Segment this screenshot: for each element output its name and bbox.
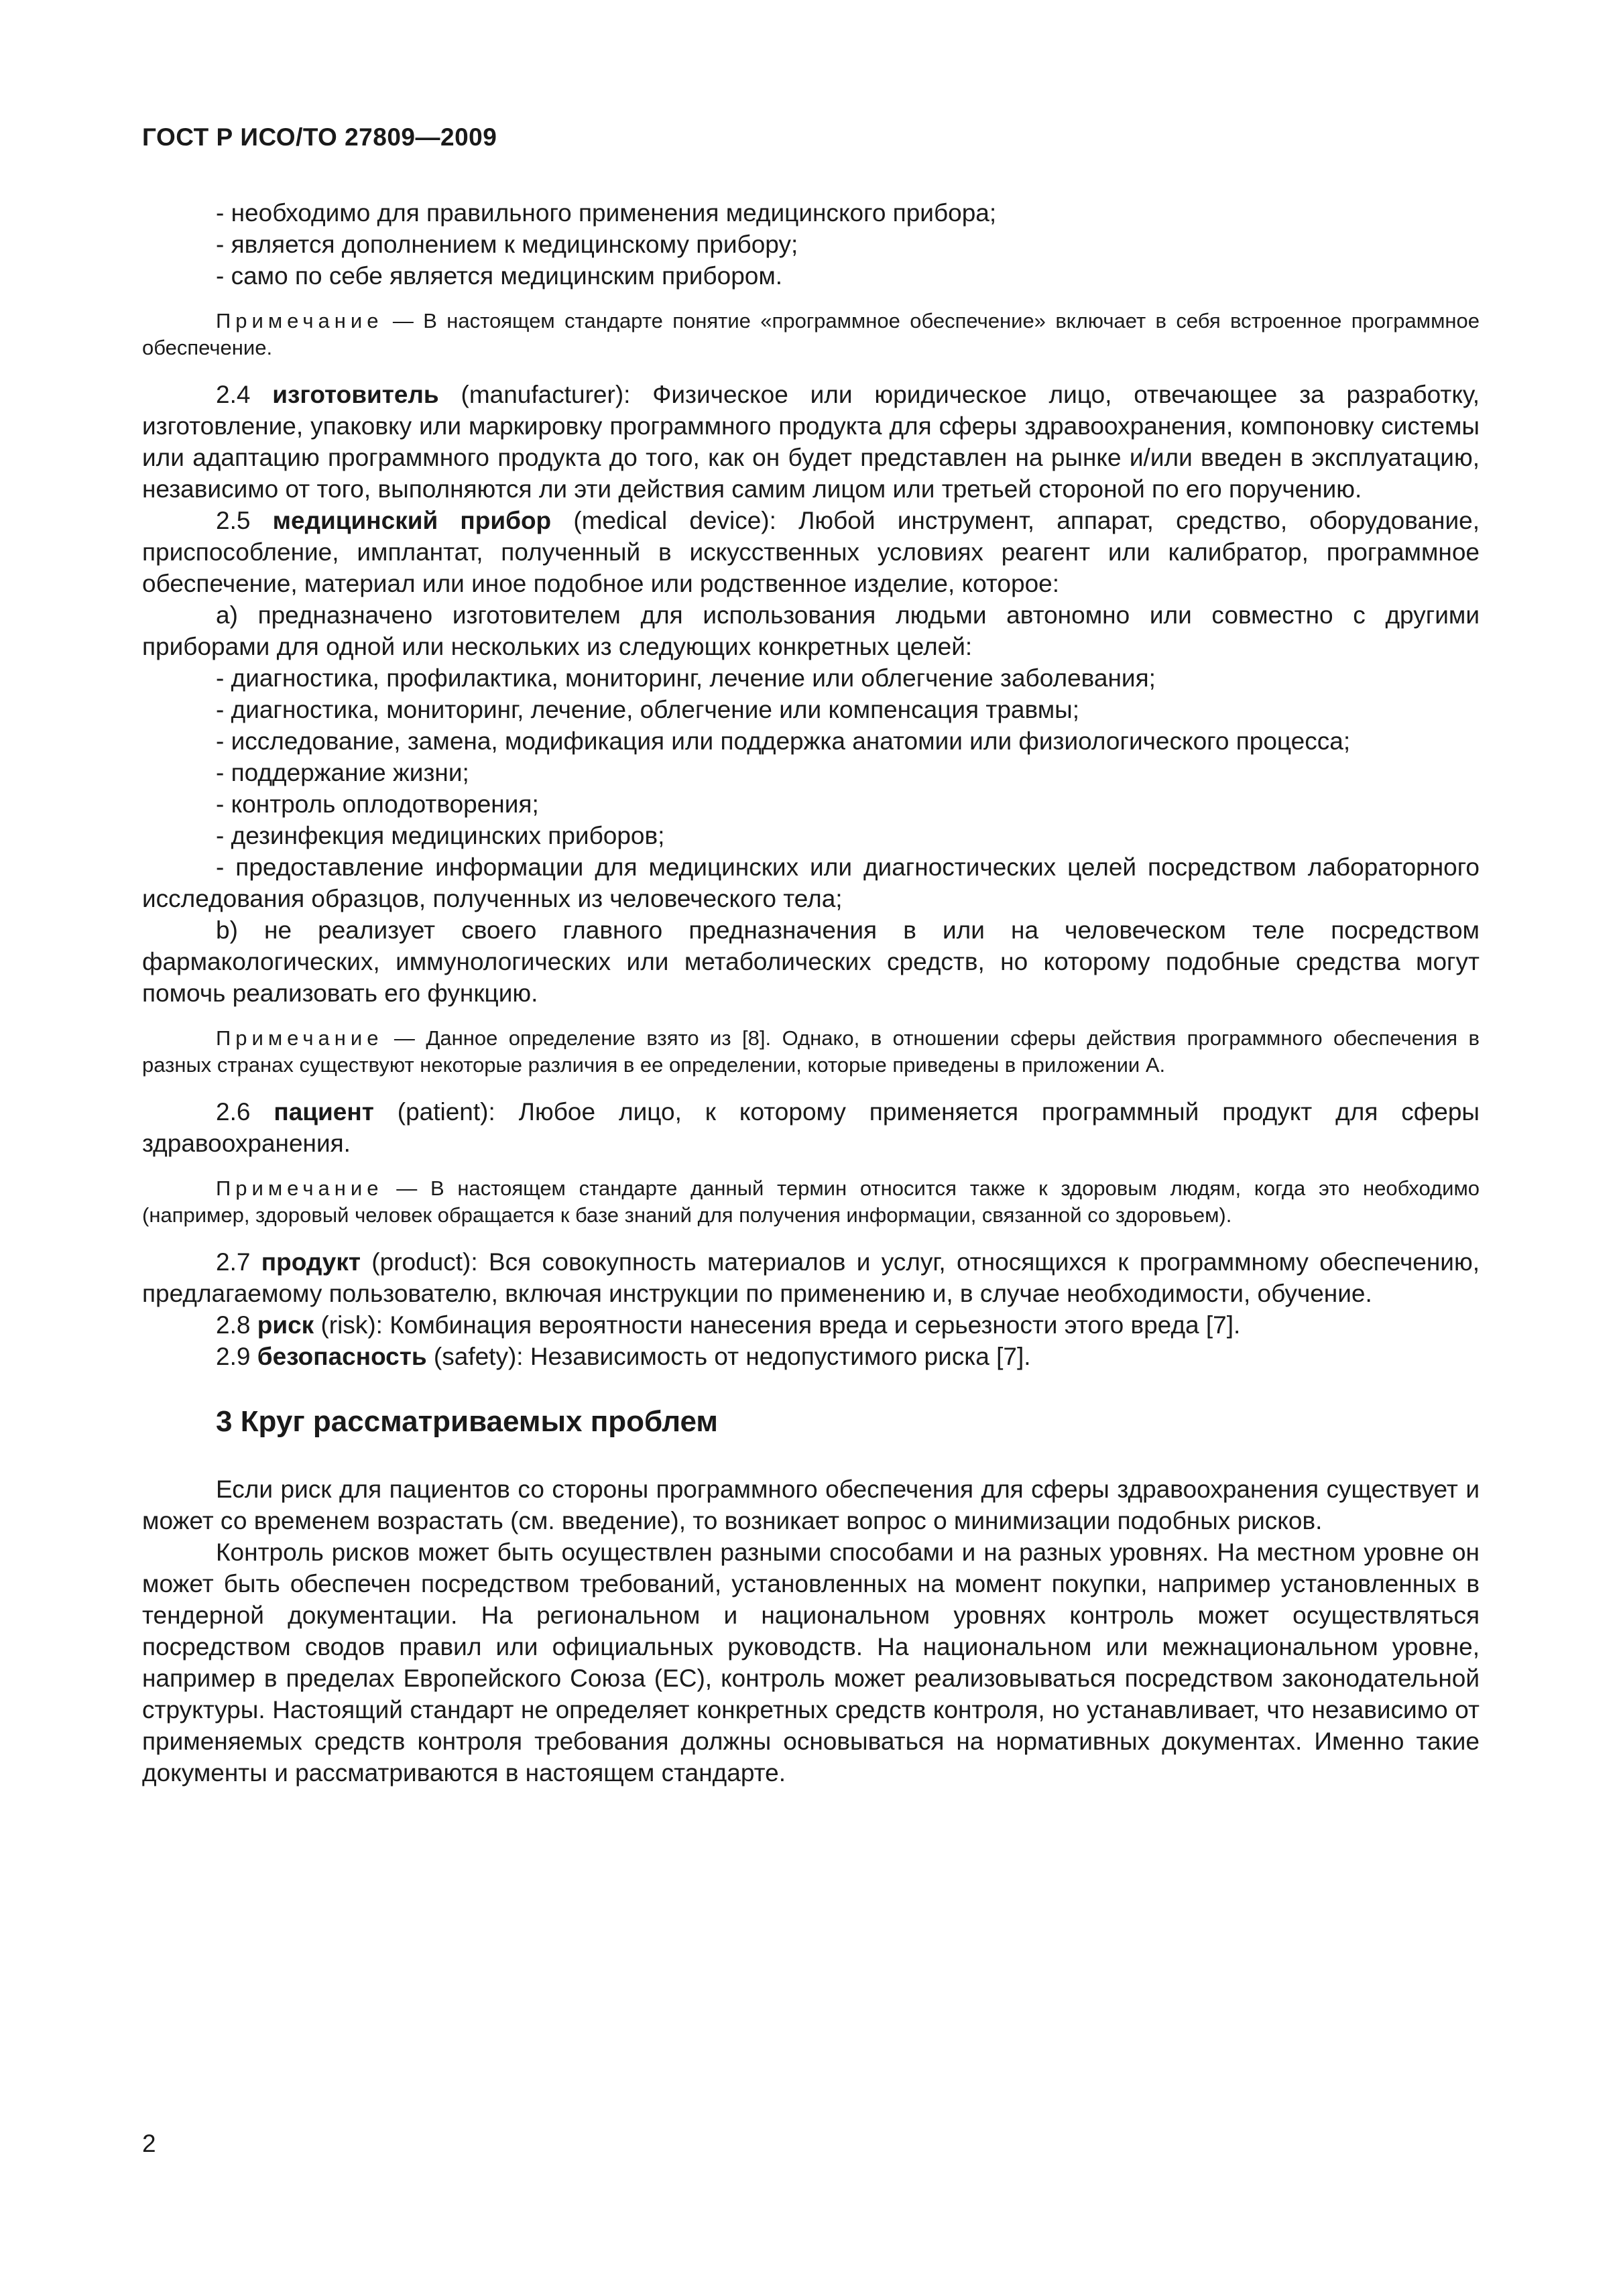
note-label: Примечание <box>216 1026 383 1050</box>
definition-text: (medical device): Любой инструмент, аппарат, средство, оборудование, приспособление, имплантат, полученный в искусственных условиях реагент или калибратор, программное обеспечение, материал или иное подобное или родственное изделие, которое: <box>142 507 1480 597</box>
page-content <box>142 197 1480 1789</box>
definition-number: 2.8 <box>216 1311 257 1339</box>
definition-number: 2.9 <box>216 1343 257 1370</box>
list-item: - необходимо для правильного применения медицинского прибора; <box>216 199 997 227</box>
definition-term: пациент <box>274 1098 374 1126</box>
document-header: ГОСТ Р ИСО/ТО 27809—2009 <box>142 123 497 151</box>
definition-number: 2.4 <box>216 381 273 408</box>
definition-2-8 <box>142 1309 1480 1341</box>
list-item: - диагностика, профилактика, мониторинг, лечение или облегчение заболевания; <box>216 664 1156 692</box>
list-item: - дезинфекция медицинских приборов; <box>216 822 665 849</box>
list-item: - исследование, замена, модификация или поддержка анатомии или физиологического процесса; <box>216 727 1351 755</box>
note-label: Примечание <box>216 1176 383 1200</box>
definition-text: (manufacturer): Физическое или юридическое лицо, отвечающее за разработку, изготовление, упаковку или маркировку программного продукта для сферы здравоохранения, компоновку системы или адаптацию программного продукта до того, как он будет представлен на рынке и/или введен в эксплуатацию, независимо от того, выполняются ли эти действия самим лицом или третьей стороной по его поручению. <box>142 381 1480 503</box>
note-3 <box>142 1175 1480 1229</box>
note-text: — В настоящем стандарте данный термин относится также к здоровым людям, когда это необходимо (например, здоровый человек обращается к базе знаний для получения информации, связанной со здоровьем). <box>142 1176 1480 1227</box>
definition-text: (patient): Любое лицо, к которому применяется программный продукт для сферы здравоохранения. <box>142 1098 1480 1157</box>
definition-2-4 <box>142 379 1480 505</box>
note-text: — В настоящем стандарте понятие «программное обеспечение» включает в себя встроенное программное обеспечение. <box>142 309 1480 359</box>
definition-2-5-a: а) предназначено изготовителем для использования людьми автономно или совместно с другими приборами для одной или нескольких из следующих конкретных целей: <box>142 601 1480 660</box>
note-label: Примечание <box>216 309 383 333</box>
definition-text: (risk): Комбинация вероятности нанесения вреда и серьезности этого вреда [7]. <box>314 1311 1241 1339</box>
note-1 <box>142 308 1480 361</box>
section-paragraph: Контроль рисков может быть осуществлен разными способами и на разных уровнях. На местном уровне он может быть обеспечен посредством требований, установленных на момент покупки, например установленных в тендерной документации. На региональном и национальном уровнях контроль может осуществляться посредством сводов правил или официальных руководств. На национальном или межнациональном уровне, например в пределах Европейского Союза (ЕС), контроль может реализовываться посредством законодательной структуры. Настоящий стандарт не определяет конкретных средств контроля, но устанавливает, что независимо от применяемых средств контроля требования должны основываться на нормативных документах. Именно такие документы и рассматриваются в настоящем стандарте. <box>142 1538 1480 1787</box>
definition-term: изготовитель <box>272 381 439 408</box>
page-number: 2 <box>142 2130 156 2157</box>
definition-term: медицинский прибор <box>272 507 552 534</box>
list-item: - поддержание жизни; <box>216 759 469 786</box>
definition-text: (safety): Независимость от недопустимого риска [7]. <box>426 1343 1031 1370</box>
list-item: - диагностика, мониторинг, лечение, облегчение или компенсация травмы; <box>216 696 1080 723</box>
definition-number: 2.7 <box>216 1248 261 1276</box>
section-paragraph: Если риск для пациентов со стороны программного обеспечения для сферы здравоохранения существует и может со временем возрастать (см. введение), то возникает вопрос о минимизации подобных рисков. <box>142 1475 1480 1534</box>
section-heading: 3 Круг рассматриваемых проблем <box>216 1405 718 1438</box>
definition-2-9 <box>142 1341 1480 1372</box>
definition-2-5 <box>142 505 1480 599</box>
definition-number: 2.6 <box>216 1098 274 1126</box>
list-item: - само по себе является медицинским прибором. <box>216 262 783 290</box>
definition-term: безопасность <box>257 1343 427 1370</box>
list-item: - является дополнением к медицинскому прибору; <box>216 231 798 258</box>
definition-2-6 <box>142 1096 1480 1159</box>
definition-2-7 <box>142 1246 1480 1309</box>
list-item: - предоставление информации для медицинских или диагностических целей посредством лабораторного исследования образцов, полученных из человеческого тела; <box>142 853 1480 912</box>
definition-term: продукт <box>261 1248 361 1276</box>
note-text: — Данное определение взято из [8]. Однако, в отношении сферы действия программного обеспечения в разных странах существуют некоторые различия в ее определении, которые приведены в приложении А. <box>142 1026 1480 1077</box>
list-item: - контроль оплодотворения; <box>216 790 539 818</box>
definition-term: риск <box>257 1311 314 1339</box>
note-2 <box>142 1025 1480 1079</box>
definition-2-5-b: b) не реализует своего главного предназначения в или на человеческом теле посредством фармакологических, иммунологических или метаболических средств, но которому подобные средства могут помочь реализовать его функцию. <box>142 916 1480 1007</box>
definition-text: (product): Вся совокупность материалов и услуг, относящихся к программному обеспечению, предлагаемому пользователю, включая инструкции по применению и, в случае необходимости, обучение. <box>142 1248 1480 1307</box>
definition-number: 2.5 <box>216 507 273 534</box>
